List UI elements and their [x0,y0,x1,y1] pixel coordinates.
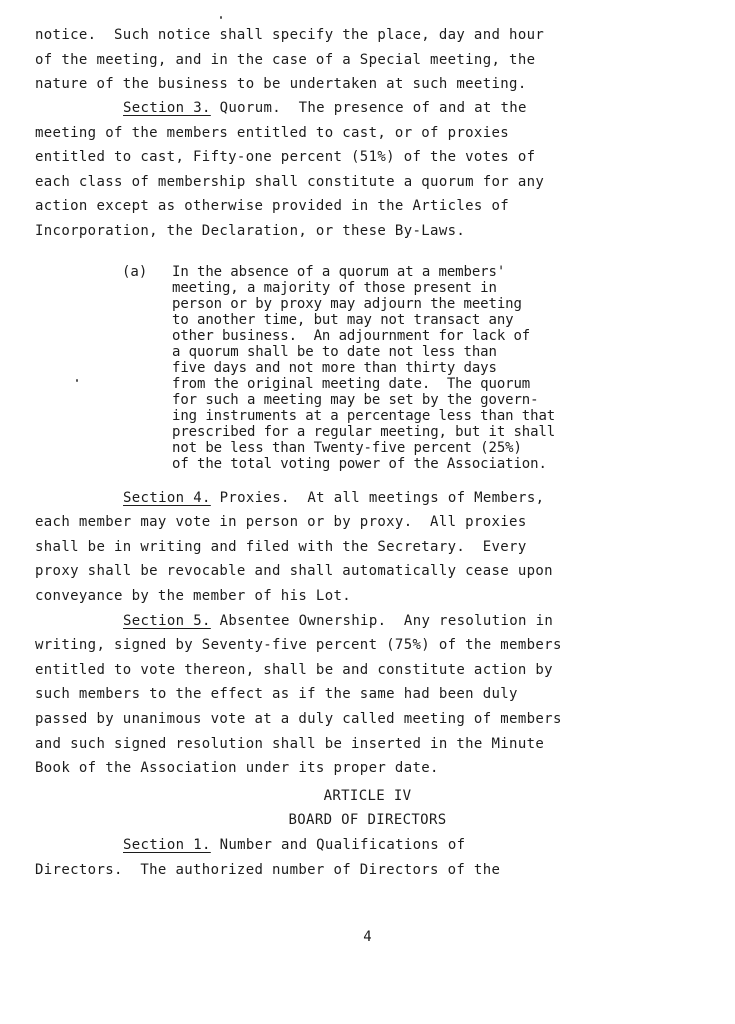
subsection-line: to another time, but may not transact any [172,312,514,328]
text-line: conveyance by the member of his Lot. [35,588,352,604]
text-line: entitled to vote thereon, shall be and constitute action by [35,662,553,678]
subsection-line: ing instruments at a percentage less than that [172,408,556,424]
section-1-first-line [123,836,465,854]
article-title: ARTICLE IV [323,788,412,804]
subsection-line: for such a meeting may be set by the govern- [172,392,539,408]
text-line: such members to the effect as if the same had been duly [35,686,518,702]
text-line: Incorporation, the Declaration, or these By-Laws. [35,223,466,239]
subsection-line: prescribed for a regular meeting, but it shall [172,424,556,440]
text-line: writing, signed by Seventy-five percent (75%) of the members [35,637,562,653]
scan-speck [220,16,222,19]
section-5-first-line [123,612,553,630]
subsection-line: other business. An adjournment for lack of [172,328,531,344]
text-line: Book of the Association under its proper date. [35,760,439,776]
text-line: shall be in writing and filed with the Secretary. Every [35,539,527,555]
subsection-label: (a) [122,264,148,280]
article-subtitle: BOARD OF DIRECTORS [288,812,447,828]
text-line: meeting of the members entitled to cast, or of proxies [35,125,510,141]
section-3-heading: Section 3. [123,100,211,116]
text-line: and such signed resolution shall be inserted in the Minute [35,736,545,752]
text-line: entitled to cast, Fifty-one percent (51%) of the votes of [35,149,536,165]
text-line: proxy shall be revocable and shall automatically cease upon [35,563,553,579]
section-1-heading: Section 1. [123,837,211,853]
section-4-first-line [123,489,544,507]
subsection-line: of the total voting power of the Association. [172,456,547,472]
text-line: notice. Such notice shall specify the place, day and hour [35,27,545,43]
text-line: action except as otherwise provided in the Articles of [35,198,510,214]
section-3-first-line [123,99,527,117]
subsection-line: In the absence of a quorum at a members' [172,264,506,280]
page-number: 4 [363,929,372,945]
section-4-text: Proxies. At all meetings of Members, [210,490,545,506]
subsection-line: person or by proxy may adjourn the meeting [172,296,522,312]
text-line: Directors. The authorized number of Directors of the [35,862,501,878]
text-line: nature of the business to be undertaken at such meeting. [35,76,527,92]
text-line: passed by unanimous vote at a duly called meeting of members [35,711,562,727]
subsection-line: five days and not more than thirty days [172,360,497,376]
section-4-heading: Section 4. [123,490,211,506]
section-5-text: Absentee Ownership. Any resolution in [210,613,554,629]
subsection-line: from the original meeting date. The quorum [172,376,531,392]
subsection-line: meeting, a majority of those present in [172,280,497,296]
section-5-heading: Section 5. [123,613,211,629]
section-3-text: Quorum. The presence of and at the [210,100,527,116]
subsection-line: not be less than Twenty-five percent (25%) [172,440,522,456]
subsection-line: a quorum shall be to date not less than [172,344,497,360]
text-line: of the meeting, and in the case of a Special meeting, the [35,52,536,68]
section-1-text: Number and Qualifications of [210,837,466,853]
text-line: each member may vote in person or by proxy. All proxies [35,514,527,530]
scan-speck [76,379,78,382]
text-line: each class of membership shall constitute a quorum for any [35,174,545,190]
